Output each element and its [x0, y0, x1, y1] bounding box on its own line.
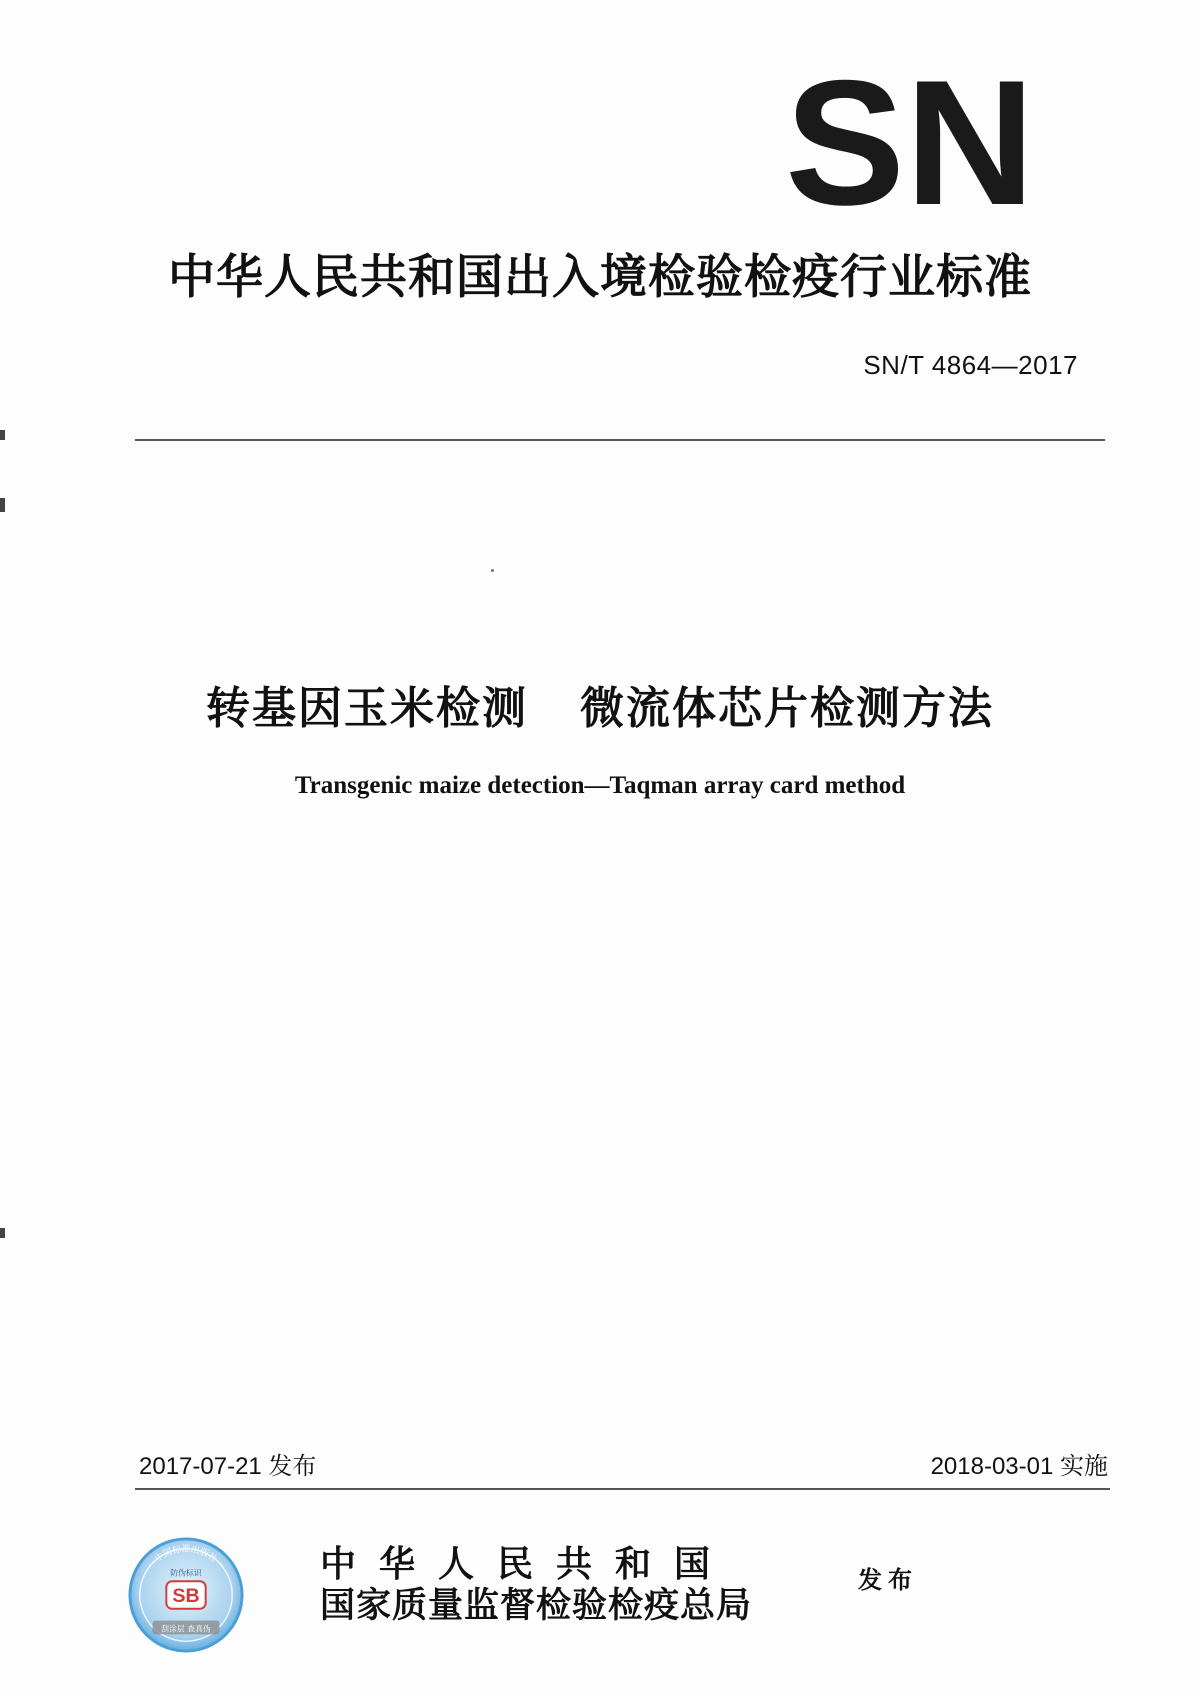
document-title-en: Transgenic maize detection—Taqman array card method [294, 772, 906, 799]
sn-logo [780, 68, 1040, 218]
seal-text-bottom: 刮涂层 查真伪 [161, 1624, 211, 1634]
scan-speck [491, 569, 494, 572]
sn-logo-graphic [780, 68, 1040, 218]
anti-counterfeit-seal [127, 1536, 245, 1654]
standard-category-title: 中华人民共和国出入境检验检疫行业标准 [168, 250, 1032, 305]
header-divider [135, 439, 1105, 441]
seal-graphic [127, 1536, 245, 1654]
scan-edge-mark [0, 430, 5, 440]
seal-emblem-glyph: SB [172, 1584, 200, 1607]
seal-text-top: 中国标准出版社 [153, 1544, 219, 1565]
footer-divider [135, 1488, 1110, 1490]
implementation-date: 2018-03-01 实施 [930, 1453, 1108, 1480]
scan-edge-mark [0, 498, 5, 512]
issue-word: 发布 [858, 1566, 918, 1594]
document-title-cn: 转基因玉米检测 微流体芯片检测方法 [206, 683, 994, 734]
issuer-line2: 国家质量监督检验检疫总局 [320, 1585, 753, 1626]
standard-number: SN/T 4864—2017 [863, 350, 1078, 380]
seal-text-mid: 防伪标识 [170, 1568, 202, 1578]
issuer-line1: 中华人民共和国 [320, 1543, 734, 1585]
sn-logo-text: SN [785, 68, 1035, 218]
issue-date: 2017-07-21 发布 [139, 1453, 317, 1480]
scan-edge-mark [0, 1228, 5, 1238]
